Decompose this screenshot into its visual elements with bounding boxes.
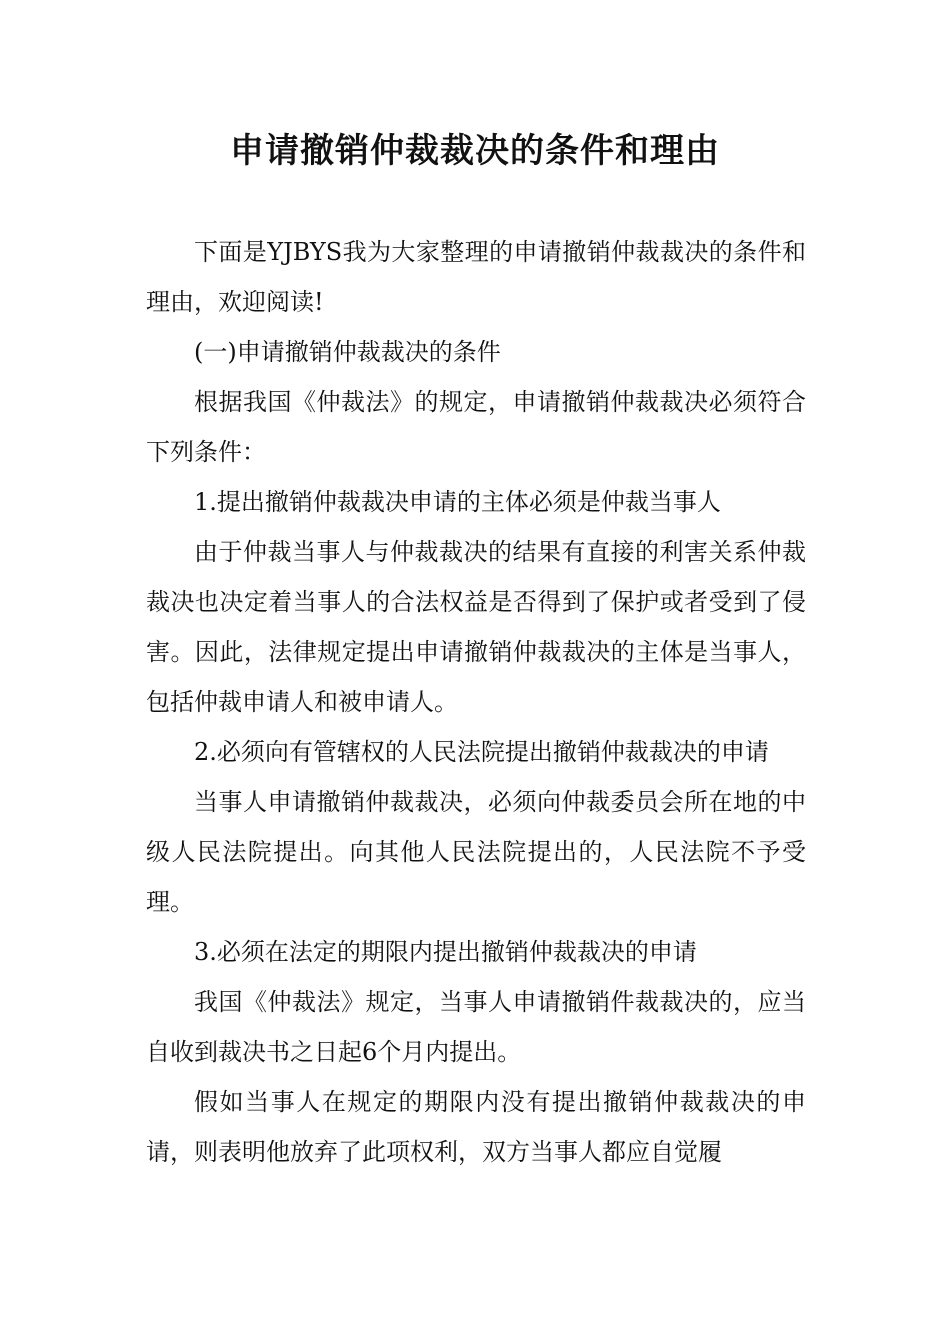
paragraph-legal-basis: 根据我国《仲裁法》的规定，申请撤销仲裁裁决必须符合下列条件： — [146, 388, 806, 466]
section-heading-conditions: (一)申请撤销仲裁裁决的条件 — [194, 338, 501, 366]
condition-heading-1: 1.提出撤销仲裁裁决申请的主体必须是仲裁当事人 — [194, 488, 721, 516]
paragraph-condition-3: 我国《仲裁法》规定，当事人申请撤销件裁裁决的，应当自收到裁决书之日起6个月内提出。 — [146, 988, 806, 1066]
paragraph-condition-2: 当事人申请撤销仲裁裁决，必须向仲裁委员会所在地的中级人民法院提出。向其他人民法院提出的，人民法院不予受理。 — [146, 788, 806, 916]
paragraph-intro: 下面是YJBYS我为大家整理的申请撤销仲裁裁决的条件和理由，欢迎阅读! — [146, 238, 806, 316]
paragraph-condition-3-continued: 假如当事人在规定的期限内没有提出撤销仲裁裁决的申请，则表明他放弃了此项权利，双方当事人都应自觉履 — [146, 1088, 806, 1166]
condition-heading-3: 3.必须在法定的期限内提出撤销仲裁裁决的申请 — [194, 938, 697, 966]
condition-heading-2: 2.必须向有管辖权的人民法院提出撤销仲裁裁决的申请 — [194, 738, 769, 766]
paragraph-condition-1: 由于仲裁当事人与仲裁裁决的结果有直接的利害关系仲裁裁决也决定着当事人的合法权益是否得到了保护或者受到了侵害。因此，法律规定提出申请撤销仲裁裁决的主体是当事人，包括仲裁申请人和被申请人。 — [146, 538, 806, 716]
document-body — [146, 227, 806, 1177]
page-title: 申请撤销仲裁裁决的条件和理由 — [230, 131, 720, 171]
